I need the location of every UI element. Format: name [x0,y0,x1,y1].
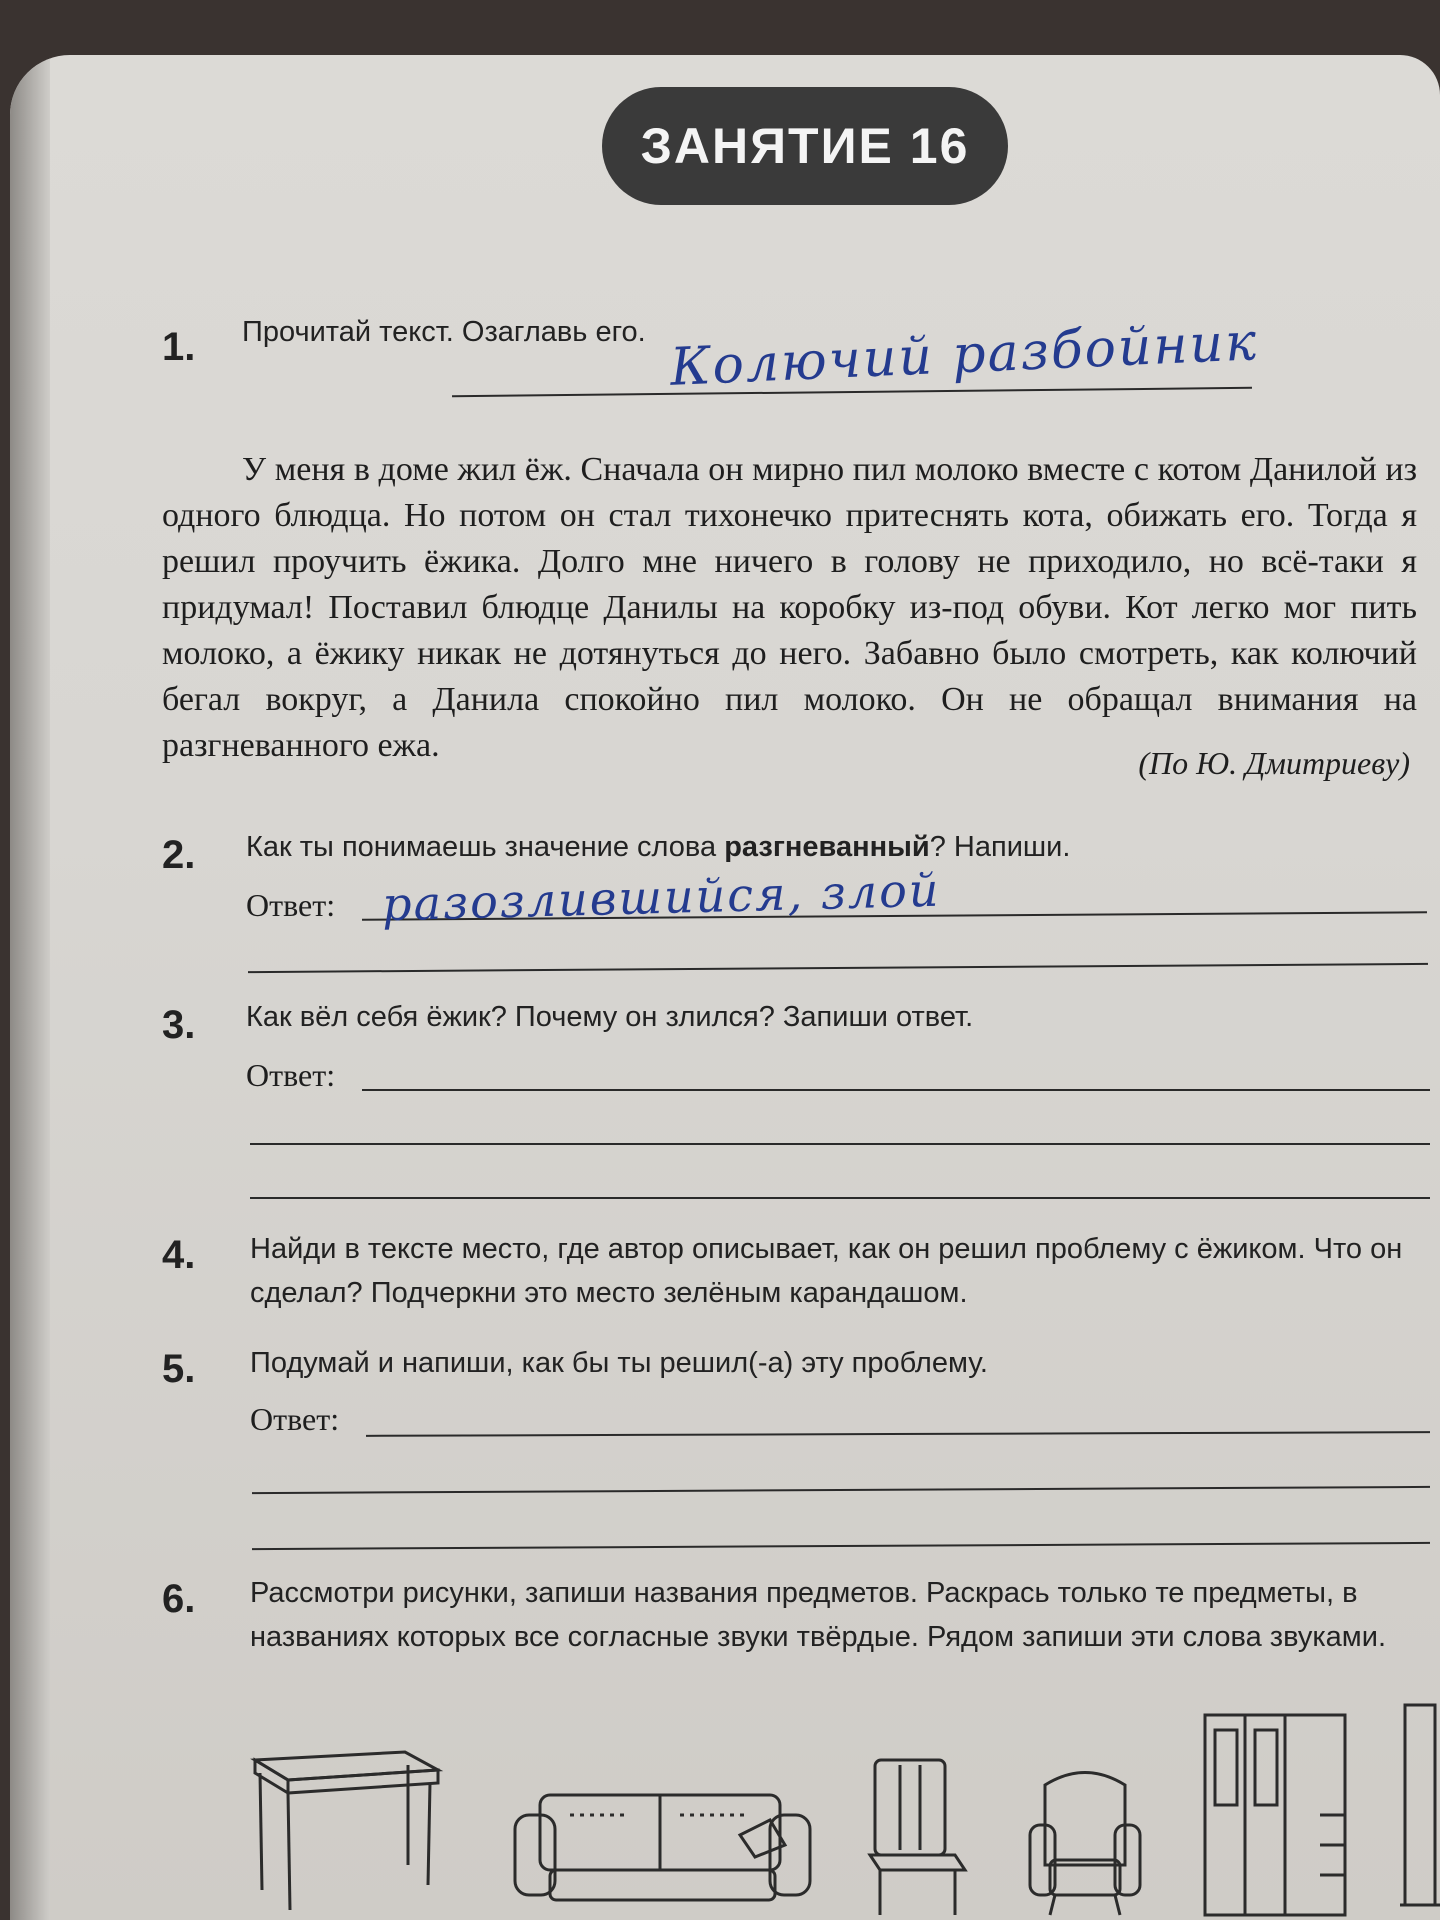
table-icon [255,1752,438,1910]
task-6-number: 6. [162,1577,196,1621]
task-5-text: Подумай и напиши, как бы ты решил(-а) эту проблему. [250,1347,988,1379]
task-3-line-1[interactable] [362,1089,1430,1091]
armchair-icon [1030,1773,1140,1916]
wardrobe-icon [1205,1715,1345,1915]
chair-icon [870,1760,965,1915]
task-3-answer-label: Ответ: [246,1057,336,1093]
story-paragraph: У меня в доме жил ёж. Сначала он мирно пил молоко вместе с котом Данилой из одного блюдца. Но потом он стал тихонечко притеснять кота, обижать его. Тогда я решил проучить ёжика. Долго мне ничего в голову не приходило, но всё-таки я придумал! Поставил блюдце Данилы на коробку из-под обуви. Кот легко мог пить молоко, а ёжику никак не дотянуться до него. Забавно было смотреть, как колючий бегал вокруг, а Данила спокойно пил молоко. Он не обращал внимания на разгневанного ежа. [162,451,1417,764]
task-1-text: Прочитай текст. Озаглавь его. [242,316,646,348]
task-2-keyword: разгневанный [724,831,930,863]
sofa-icon [515,1795,810,1900]
task-2-handwritten-answer: разозлившийся, злой [381,862,942,932]
task-2-answer-label: Ответ: [246,887,336,923]
task-3-line-3[interactable] [250,1197,1430,1199]
story-author: (По Ю. Дмитриеву) [1138,745,1410,781]
task-3-number: 3. [162,1003,196,1047]
task-2-text [246,825,1070,869]
task-5-answer-label: Ответ: [250,1401,340,1437]
task-5-line-1[interactable] [366,1431,1430,1437]
lesson-title: ЗАНЯТИЕ 16 [602,87,1008,205]
furniture-pictures [10,1685,1440,1920]
task-2-line-2[interactable] [248,963,1428,973]
story-text [162,447,1417,769]
task-5-number: 5. [162,1347,196,1391]
task-4-text: Найди в тексте место, где автор описывает, как он решил проблему с ёжиком. Что он сделал? Подчеркни это место зелёным карандашом. [250,1233,1403,1309]
task-2-number: 2. [162,833,196,877]
task-3-line-2[interactable] [250,1143,1430,1145]
task-4-number: 4. [162,1233,196,1277]
task-3-text: Как вёл себя ёжик? Почему он злился? Запиши ответ. [246,1001,974,1033]
task-2-text-start: Как ты понимаешь значение слова [246,831,725,863]
task-5-line-3[interactable] [252,1542,1430,1550]
workbook-page [10,55,1440,1920]
task-1-number: 1. [162,325,196,369]
task-6-text: Рассмотри рисунки, запиши названия предметов. Раскрась только те предметы, в названиях которых все согласные звуки твёрдые. Рядом запиши эти слова звуками. [250,1577,1386,1653]
mirror-icon [1400,1705,1440,1905]
handwritten-title: Колючий разбойник [668,312,1260,398]
task-5-line-2[interactable] [252,1486,1430,1494]
task-2-text-end: ? Напиши. [929,831,1071,863]
